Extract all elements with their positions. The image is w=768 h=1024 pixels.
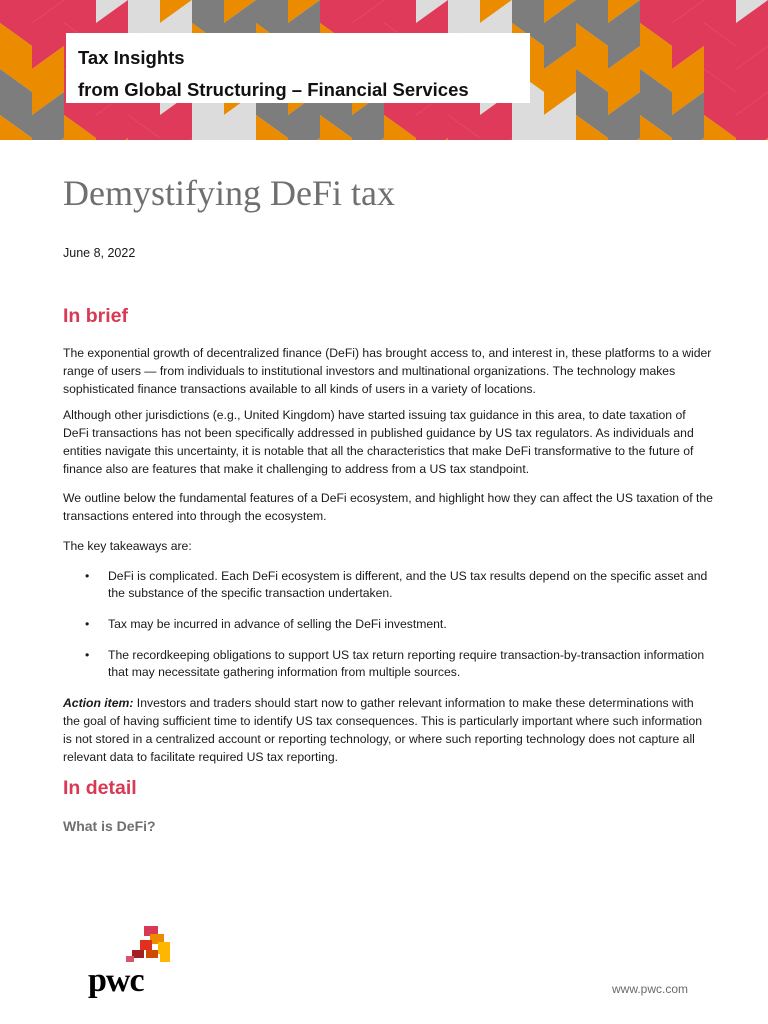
in-brief-heading: In brief: [63, 305, 129, 327]
brief-paragraph-3: We outline below the fundamental features of a DeFi ecosystem, and highlight how they can affect the US taxation of the transactions entered into through the ecosystem.: [63, 491, 713, 523]
action-item-label: Action item:: [63, 696, 134, 710]
pwc-logo: [88, 924, 188, 1004]
bullet-icon: •: [85, 648, 90, 662]
list-item: [63, 568, 713, 602]
publication-date: June 8, 2022: [63, 246, 136, 260]
list-item-text: DeFi is complicated. Each DeFi ecosystem is different, and the US tax results depend on the specific asset and the substance of the specific transaction undertaken.: [108, 569, 708, 600]
what-is-defi-subheading: What is DeFi?: [63, 818, 156, 834]
brief-paragraph-2: Although other jurisdictions (e.g., United Kingdom) have started issuing tax guidance in this area, to date taxation of DeFi transactions has not been specifically addressed in published guidance by US tax regulators. As individuals and entities navigate this uncertainty, it is notable that all the characteristics that make DeFi transformative to the future of finance also are features that make it challenging to address from a US tax standpoint.: [63, 408, 694, 476]
brief-paragraph-1: The exponential growth of decentralized finance (DeFi) has brought access to, and interest in, these platforms to a wider range of users — from individuals to institutional investors and multinational organizations. The technology makes sophisticated finance transactions available to all kinds of users in a variety of locations.: [63, 346, 712, 396]
key-takeaways-list: [63, 568, 713, 695]
list-item: [63, 616, 713, 633]
bullet-icon: •: [85, 617, 90, 631]
banner-title-box: [66, 33, 530, 103]
in-detail-heading: In detail: [63, 777, 137, 799]
document-title: Demystifying DeFi tax: [63, 173, 395, 213]
bullet-icon: •: [85, 569, 90, 583]
website-link[interactable]: www.pwc.com: [611, 982, 688, 996]
brief-paragraph-4: The key takeaways are:: [63, 539, 192, 553]
list-item-text: Tax may be incurred in advance of selling the DeFi investment.: [108, 617, 447, 631]
list-item-text: The recordkeeping obligations to support US tax return reporting require transaction-by-transaction information that may necessitate gathering information from multiple sources.: [108, 648, 705, 679]
pwc-wordmark: pwc: [88, 962, 144, 999]
banner-title-line1: Tax Insights: [78, 47, 185, 68]
action-item-paragraph: [63, 694, 713, 766]
action-item-text: Investors and traders should start now to gather relevant information to make these determinations with the goal of having sufficient time to identify US tax consequences. This is particularly important where such information is not stored in a centralized account or reporting technology, or where such reporting technology does not capture all relevant data to facilitate required US tax reporting.: [63, 696, 703, 764]
pwc-logo-mark: [88, 924, 188, 964]
header-banner: [0, 0, 768, 140]
banner-title-line2: from Global Structuring – Financial Services: [78, 79, 469, 100]
list-item: [63, 647, 713, 681]
